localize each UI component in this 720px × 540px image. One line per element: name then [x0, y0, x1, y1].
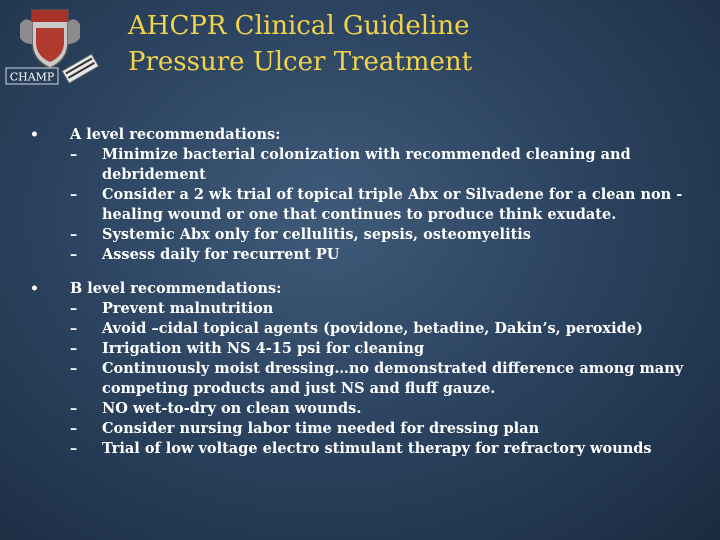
bullet-a-level	[30, 125, 710, 145]
dash-icon: –	[70, 146, 78, 163]
title-line-2: Pressure Ulcer Treatment	[128, 47, 473, 77]
logo-wordmark: CHAMP	[9, 70, 55, 84]
section-heading: B level recommendations:	[70, 280, 282, 297]
section-b-level	[30, 279, 710, 459]
champ-logo	[2, 4, 102, 88]
sub-list-b-level	[30, 299, 710, 459]
list-item: – Avoid –cidal topical agents (povidone, betadine, Dakin’s, peroxide)	[70, 320, 643, 337]
list-item: – Irrigation with NS 4-15 psi for cleaning	[70, 340, 425, 357]
section-heading: A level recommendations:	[70, 126, 281, 143]
list-item: – Trial of low voltage electro stimulant therapy for refractory wounds	[70, 440, 652, 457]
list-item: – Continuously moist dressing…no demonstrated difference among many competing products and just NS and fluff gauze.	[70, 360, 684, 397]
dash-icon: –	[70, 360, 78, 377]
list-item: – Minimize bacterial colonization with recommended cleaning and debridement	[70, 146, 631, 183]
dash-icon: –	[70, 226, 78, 243]
slide-title	[128, 8, 472, 80]
bullet-b-level	[30, 279, 710, 299]
title-line-1: AHCPR Clinical Guideline	[128, 11, 470, 41]
dash-icon: –	[70, 300, 78, 317]
list-item: – NO wet-to-dry on clean wounds.	[70, 400, 362, 417]
list-item: – Consider nursing labor time needed for dressing plan	[70, 420, 540, 437]
list-item: – Systemic Abx only for cellulitis, sepsis, osteomyelitis	[70, 226, 531, 243]
sub-list-a-level	[30, 145, 710, 265]
dash-icon: –	[70, 246, 78, 263]
slide-content	[30, 125, 710, 473]
bullet-icon: •	[30, 127, 39, 143]
list-item: – Consider a 2 wk trial of topical triple Abx or Silvadene for a clean non -healing wound or one that continues to produce think exudate.	[70, 186, 683, 223]
dash-icon: –	[70, 186, 78, 203]
list-item: – Assess daily for recurrent PU	[70, 246, 340, 263]
dash-icon: –	[70, 420, 78, 437]
dash-icon: –	[70, 320, 78, 337]
bullet-icon: •	[30, 281, 39, 297]
list-item: – Prevent malnutrition	[70, 300, 274, 317]
section-a-level	[30, 125, 710, 265]
dash-icon: –	[70, 400, 78, 417]
dash-icon: –	[70, 340, 78, 357]
dash-icon: –	[70, 440, 78, 457]
